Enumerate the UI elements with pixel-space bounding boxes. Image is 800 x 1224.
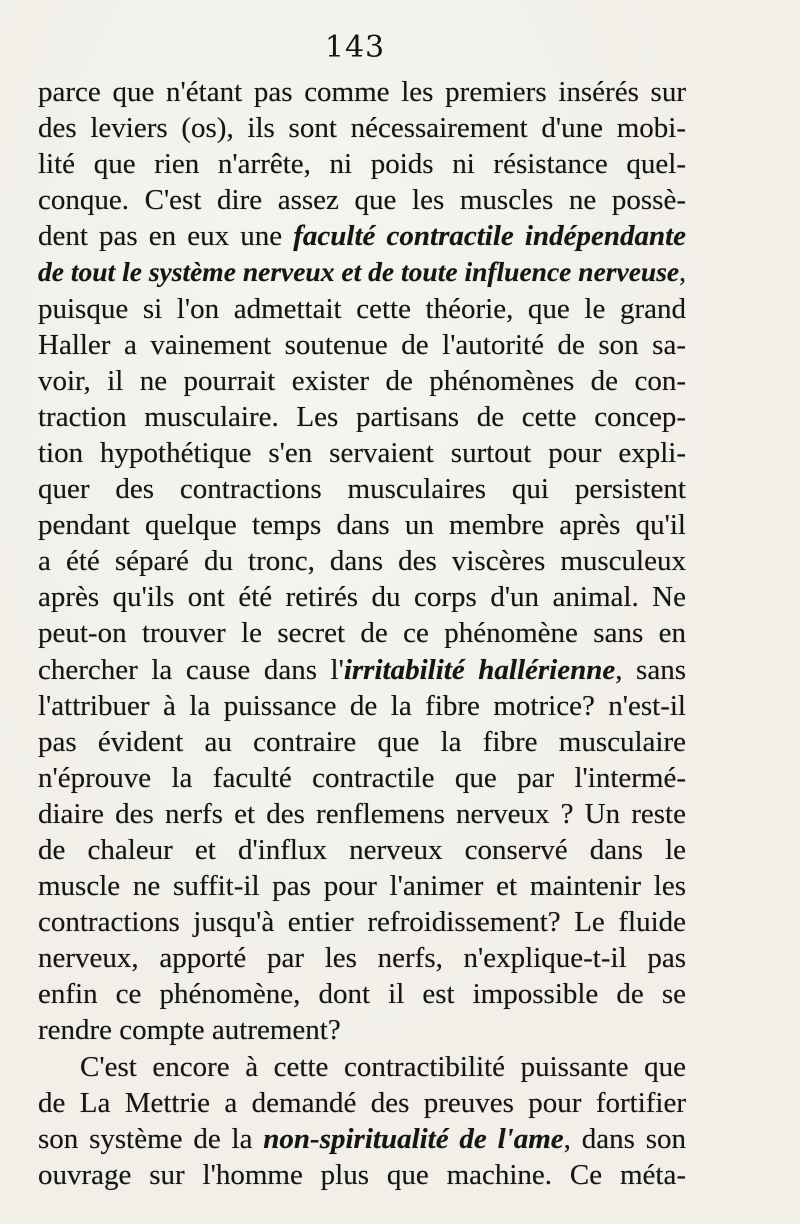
italic-phrase: non-spiritualité de l'ame [263, 1122, 564, 1155]
text-line [38, 940, 686, 976]
text-line [38, 1012, 686, 1048]
text-line [38, 796, 686, 832]
line-text: muscle ne suffit-il pas pour l'animer et maintenir les [38, 870, 686, 903]
line-text: enfin ce phénomène, dont il est impossible de se [38, 978, 686, 1011]
line-text-pre: chercher la cause dans l' [38, 653, 344, 686]
line-text: pendant quelque temps dans un membre après qu'il [38, 509, 686, 542]
text-line [38, 688, 686, 724]
line-text: traction musculaire. Les partisans de cette concep- [38, 400, 686, 433]
body-text [38, 74, 686, 1193]
line-text: lité que rien n'arrête, ni poids ni résistance quel- [38, 148, 686, 181]
text-line [38, 399, 686, 435]
line-text: Haller a vainement soutenue de l'autorité de son sa- [38, 328, 686, 361]
line-text: peut-on trouver le secret de ce phénomène sans en [38, 617, 686, 650]
line-text: des leviers (os), ils sont nécessairement d'une mobi- [38, 112, 686, 145]
text-line [38, 760, 686, 796]
line-text: conque. C'est dire assez que les muscles ne possè- [38, 184, 686, 217]
text-line [38, 327, 686, 363]
text-line [38, 904, 686, 940]
text-line [38, 579, 686, 615]
line-text: pas évident au contraire que la fibre musculaire [38, 725, 686, 758]
text-line [38, 832, 686, 868]
line-text: ouvrage sur l'homme plus que machine. Ce méta- [38, 1158, 686, 1191]
text-line [38, 615, 686, 651]
text-line [38, 1157, 686, 1193]
text-line [38, 1049, 686, 1085]
line-text: tion hypothétique s'en servaient surtout pour expli- [38, 436, 686, 469]
line-text: n'éprouve la faculté contractile que par l'intermé- [38, 761, 686, 794]
line-text-post: , [679, 256, 686, 288]
text-line [38, 471, 686, 507]
text-line [38, 652, 686, 688]
line-text: C'est encore à cette contractibilité puissante que [80, 1050, 686, 1083]
text-line [38, 110, 686, 146]
line-text: diaire des nerfs et des renflemens nerveux ? Un reste [38, 797, 686, 830]
line-text: de chaleur et d'influx nerveux conservé dans le [38, 833, 686, 866]
text-line [38, 435, 686, 471]
line-text-pre: son système de la [38, 1122, 264, 1155]
text-line [38, 1121, 686, 1157]
line-text: après qu'ils ont été retirés du corps d'un animal. Ne [38, 581, 686, 614]
line-text: rendre compte autrement? [38, 1014, 341, 1047]
text-line [38, 182, 686, 218]
italic-phrase: de tout le système nerveux et de toute influence nerveuse [38, 256, 680, 288]
text-line [38, 363, 686, 399]
line-text-pre: dent pas en eux une [38, 220, 294, 253]
line-text: puisque si l'on admettait cette théorie, que le grand [38, 292, 686, 325]
line-text: nerveux, apporté par les nerfs, n'explique-t-il pas [38, 942, 686, 975]
page-number: 143 [324, 30, 386, 65]
text-line [38, 291, 686, 327]
text-line [38, 146, 686, 182]
text-line [38, 976, 686, 1012]
text-line [38, 724, 686, 760]
line-text: parce que n'étant pas comme les premiers insérés sur [38, 76, 686, 108]
italic-phrase: faculté contractile indépendante [293, 220, 687, 253]
line-text-post: , dans son [563, 1122, 686, 1155]
text-line [38, 543, 686, 579]
text-line [38, 218, 686, 254]
line-text: de La Mettrie a demandé des preuves pour fortifier [38, 1086, 686, 1119]
line-text: a été séparé du tronc, dans des viscères musculeux [38, 545, 686, 578]
line-text: voir, il ne pourrait exister de phénomènes de con- [38, 364, 686, 397]
line-text: l'attribuer à la puissance de la fibre motrice? n'est-il [38, 689, 686, 722]
text-line [38, 74, 686, 110]
text-line [38, 507, 686, 543]
italic-phrase: irritabilité hallérienne [343, 653, 616, 686]
line-text-post: , sans [615, 653, 686, 686]
text-line [38, 254, 686, 290]
line-text: contractions jusqu'à entier refroidissement? Le fluide [38, 906, 686, 939]
text-line [38, 1085, 686, 1121]
text-line [38, 868, 686, 904]
line-text: quer des contractions musculaires qui persistent [38, 473, 686, 506]
